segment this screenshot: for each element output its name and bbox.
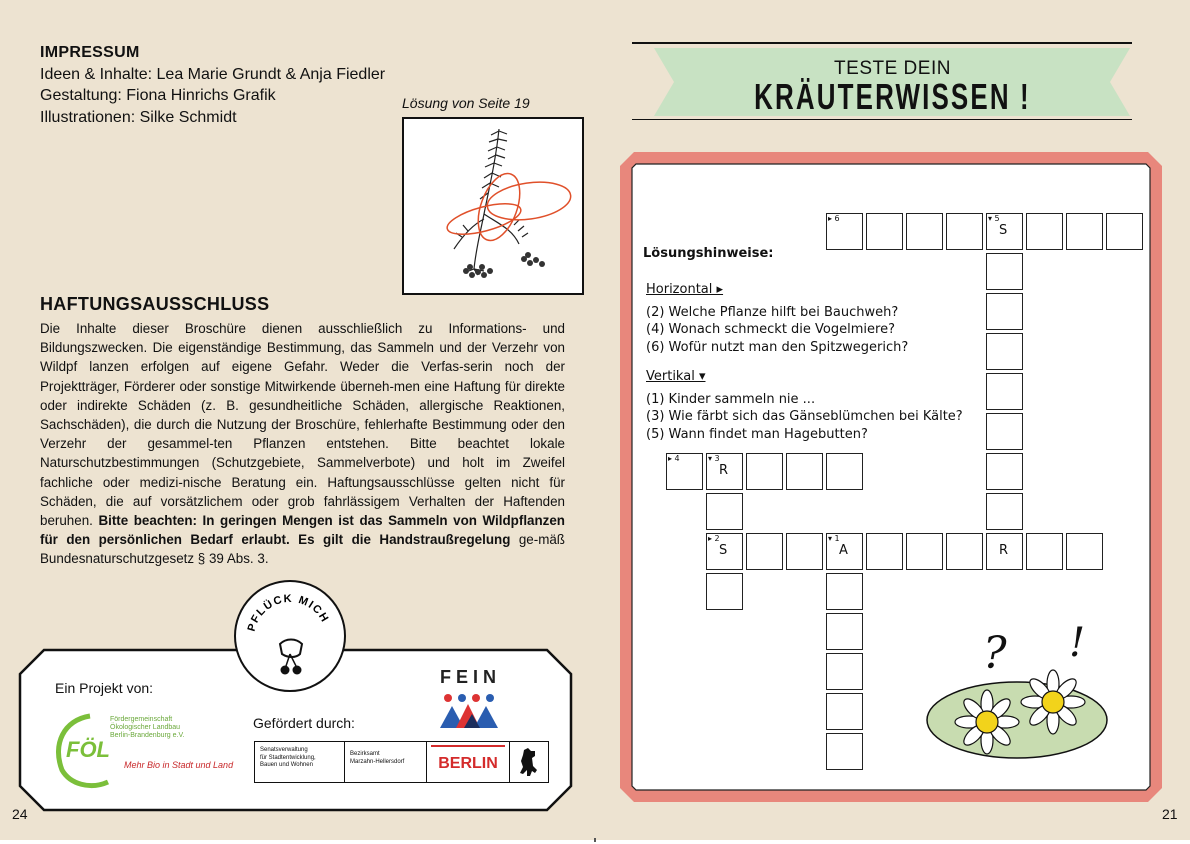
crossword-cell[interactable]	[706, 493, 743, 530]
funding-logos	[254, 741, 549, 783]
solution-label: Lösung von Seite 19	[402, 95, 530, 111]
crossword-cell[interactable]	[826, 453, 863, 490]
foel-name-line: Berlin-Brandenburg e.V.	[110, 732, 185, 739]
foel-slogan: Mehr Bio in Stadt und Land	[124, 760, 234, 770]
clue-number: ▸ 2	[708, 534, 720, 543]
crossword-cell[interactable]	[746, 533, 783, 570]
crossword-cell[interactable]	[706, 573, 743, 610]
clue-vertical: (1) Kinder sammeln nie ...	[646, 392, 816, 407]
berlin-logo: BERLIN	[431, 745, 505, 779]
crossword-cell[interactable]	[826, 653, 863, 690]
crossword-cell[interactable]	[986, 453, 1023, 490]
crossword-cell[interactable]	[826, 533, 863, 570]
fold-mark	[594, 838, 596, 842]
crossword-cell[interactable]	[1066, 533, 1103, 570]
pflueck-mich-stamp	[234, 580, 346, 692]
title-small: TESTE DEIN	[834, 58, 951, 79]
crossword-cell[interactable]	[986, 493, 1023, 530]
bezirk-logo	[345, 742, 427, 782]
crossword-cell[interactable]	[786, 453, 823, 490]
cell-letter: R	[719, 463, 729, 478]
cell-letter: S	[999, 223, 1008, 238]
page-number-left: 24	[12, 806, 28, 822]
hints-title: Lösungshinweise:	[643, 246, 774, 261]
disclaimer-body: Die Inhalte dieser Broschüre dienen ausschließlich zu Informations- und Bildungszwecken. Die eigenständige Bestimmung, das Sammeln und der Verzehr von Wildpf lanzen erfolgen auf eigene Gefahr. Weder die Verfas-serin noch der Projektträger, Förderer oder sonstige Mitwirkende überneh-men eine Haftung für direkte oder indirekte Schäden (z. B. gesundheitliche Schäden, allergische Reaktionen, Sachschäden), die durch die Nutzung der Broschüre, fehlerhafte Bestimmung oder den Verzehr der gesammel-ten Pflanzen entstehen. Bitte beachtet lokale Naturschutzbestimmungen (Schutzgebiete, Sammelverbote) und holt im Zweifel fachliche oder medizi-nische Beratung ein. Haftungsausschlüsse gelten nicht für Schäden, die auf vorsätzlichem oder grob fahrlässigem Verhalten der Haftenden beruhen.	[40, 321, 565, 529]
stamp-art	[236, 582, 344, 690]
impressum-heading: IMPRESSUM	[40, 44, 140, 61]
senat-logo	[255, 742, 345, 782]
impressum-line: Illustrationen: Silke Schmidt	[40, 108, 237, 126]
crossword-cell[interactable]	[826, 613, 863, 650]
crossword-cell[interactable]	[1106, 213, 1143, 250]
crossword-cell[interactable]	[826, 733, 863, 770]
bezirk-line: Marzahn-Hellersdorf	[350, 758, 405, 765]
disclaimer-text	[40, 319, 565, 569]
foel-short: FÖL	[66, 737, 110, 762]
crossword-cell[interactable]	[946, 213, 983, 250]
left-page	[0, 0, 595, 840]
clue-horizontal: (4) Wonach schmeckt die Vogelmiere?	[646, 322, 895, 337]
crossword-cell[interactable]	[946, 533, 983, 570]
disclaimer-bold: Bitte beachten: In geringen Mengen ist das Sammeln von Wildpflanzen für den persönlichen Bedarf erlaubt. Es gilt die Handstraußregelung	[40, 513, 565, 548]
crossword-cell[interactable]	[986, 293, 1023, 330]
impressum-line: Ideen & Inhalte: Lea Marie Grundt & Anja Fiedler	[40, 65, 386, 83]
crossword-cell[interactable]	[866, 213, 903, 250]
clue-horizontal: (6) Wofür nutzt man den Spitzwegerich?	[646, 340, 909, 355]
senat-line: Senatsverwaltung	[260, 747, 308, 753]
clue-vertical: (5) Wann findet man Hagebutten?	[646, 427, 868, 442]
disclaimer	[40, 294, 565, 569]
crossword-cell[interactable]	[826, 213, 863, 250]
horizontal-label: Horizontal ▸	[646, 282, 724, 297]
crossword-cell[interactable]	[826, 573, 863, 610]
crossword-cell[interactable]	[986, 533, 1023, 570]
fein-text: FEIN	[440, 667, 502, 687]
cell-letter: R	[999, 543, 1009, 558]
senat-line: für Stadtentwicklung,	[260, 754, 316, 761]
crossword-cell[interactable]	[906, 533, 943, 570]
impressum-line: Gestaltung: Fiona Hinrichs Grafik	[40, 87, 276, 104]
crossword-cell[interactable]	[1026, 533, 1063, 570]
berlin-bear-icon	[509, 742, 549, 782]
project-label: Ein Projekt von:	[55, 680, 154, 696]
clue-horizontal: (2) Welche Pflanze hilft bei Bauchweh?	[646, 305, 899, 320]
clue-number: ▸ 4	[668, 454, 680, 463]
crossword-cell[interactable]	[746, 453, 783, 490]
foel-name-line: Fördergemeinschaft	[110, 716, 173, 723]
solution-image	[402, 117, 584, 295]
clue-number: ▸ 6	[828, 214, 840, 223]
foel-name-line: Ökologischer Landbau	[110, 724, 181, 731]
clue-number: ▾ 5	[988, 214, 1000, 223]
foel-name	[110, 716, 184, 740]
crossword-cell[interactable]	[986, 373, 1023, 410]
cell-letter: A	[839, 543, 848, 558]
crossword-cell[interactable]	[866, 533, 903, 570]
crossword-cell[interactable]	[986, 253, 1023, 290]
clue-number: ▾ 3	[708, 454, 720, 463]
stamp-text: PFLÜCK MICH	[245, 592, 332, 633]
daisy-icon	[955, 690, 1019, 754]
crossword-cell[interactable]	[986, 333, 1023, 370]
crossword-cell[interactable]	[826, 693, 863, 730]
disclaimer-tail: ge-mäß Bundesnaturschutzgesetz § 39 Abs. 3.	[40, 532, 565, 567]
page-number-right: 21	[1162, 806, 1178, 822]
question-mark: ?	[983, 628, 1007, 679]
senat-line: Bauen und Wohnen	[260, 762, 313, 768]
yarrow-illustration	[404, 119, 582, 293]
impressum	[40, 42, 385, 128]
crossword-cell[interactable]	[986, 213, 1023, 250]
exclamation-mark: !	[1069, 620, 1086, 666]
title-big: KRÄUTERWISSEN !	[754, 76, 1031, 117]
daisies-illustration	[925, 612, 1140, 762]
crossword-cell[interactable]	[1066, 213, 1103, 250]
crossword-cell[interactable]	[786, 533, 823, 570]
crossword-cell[interactable]	[666, 453, 703, 490]
clue-vertical: (3) Wie färbt sich das Gänseblümchen bei Kälte?	[646, 409, 963, 424]
clue-number: ▾ 1	[828, 534, 840, 543]
bezirk-line: Bezirksamt	[350, 751, 380, 757]
crossword-cell[interactable]	[906, 213, 943, 250]
daisy-icon	[1021, 670, 1085, 734]
crossword-cell[interactable]	[986, 413, 1023, 450]
funded-label: Gefördert durch:	[253, 715, 355, 731]
disclaimer-heading: HAFTUNGSAUSSCHLUSS	[40, 294, 270, 314]
crossword-cell[interactable]	[706, 533, 743, 570]
bear-shape	[510, 742, 549, 782]
fein-people-icon	[438, 692, 506, 730]
vertical-label: Vertikal ▾	[646, 369, 706, 384]
cell-letter: S	[719, 543, 728, 558]
crossword-cell[interactable]	[1026, 213, 1063, 250]
crossword-cell[interactable]	[706, 453, 743, 490]
fein-logo	[440, 667, 501, 688]
